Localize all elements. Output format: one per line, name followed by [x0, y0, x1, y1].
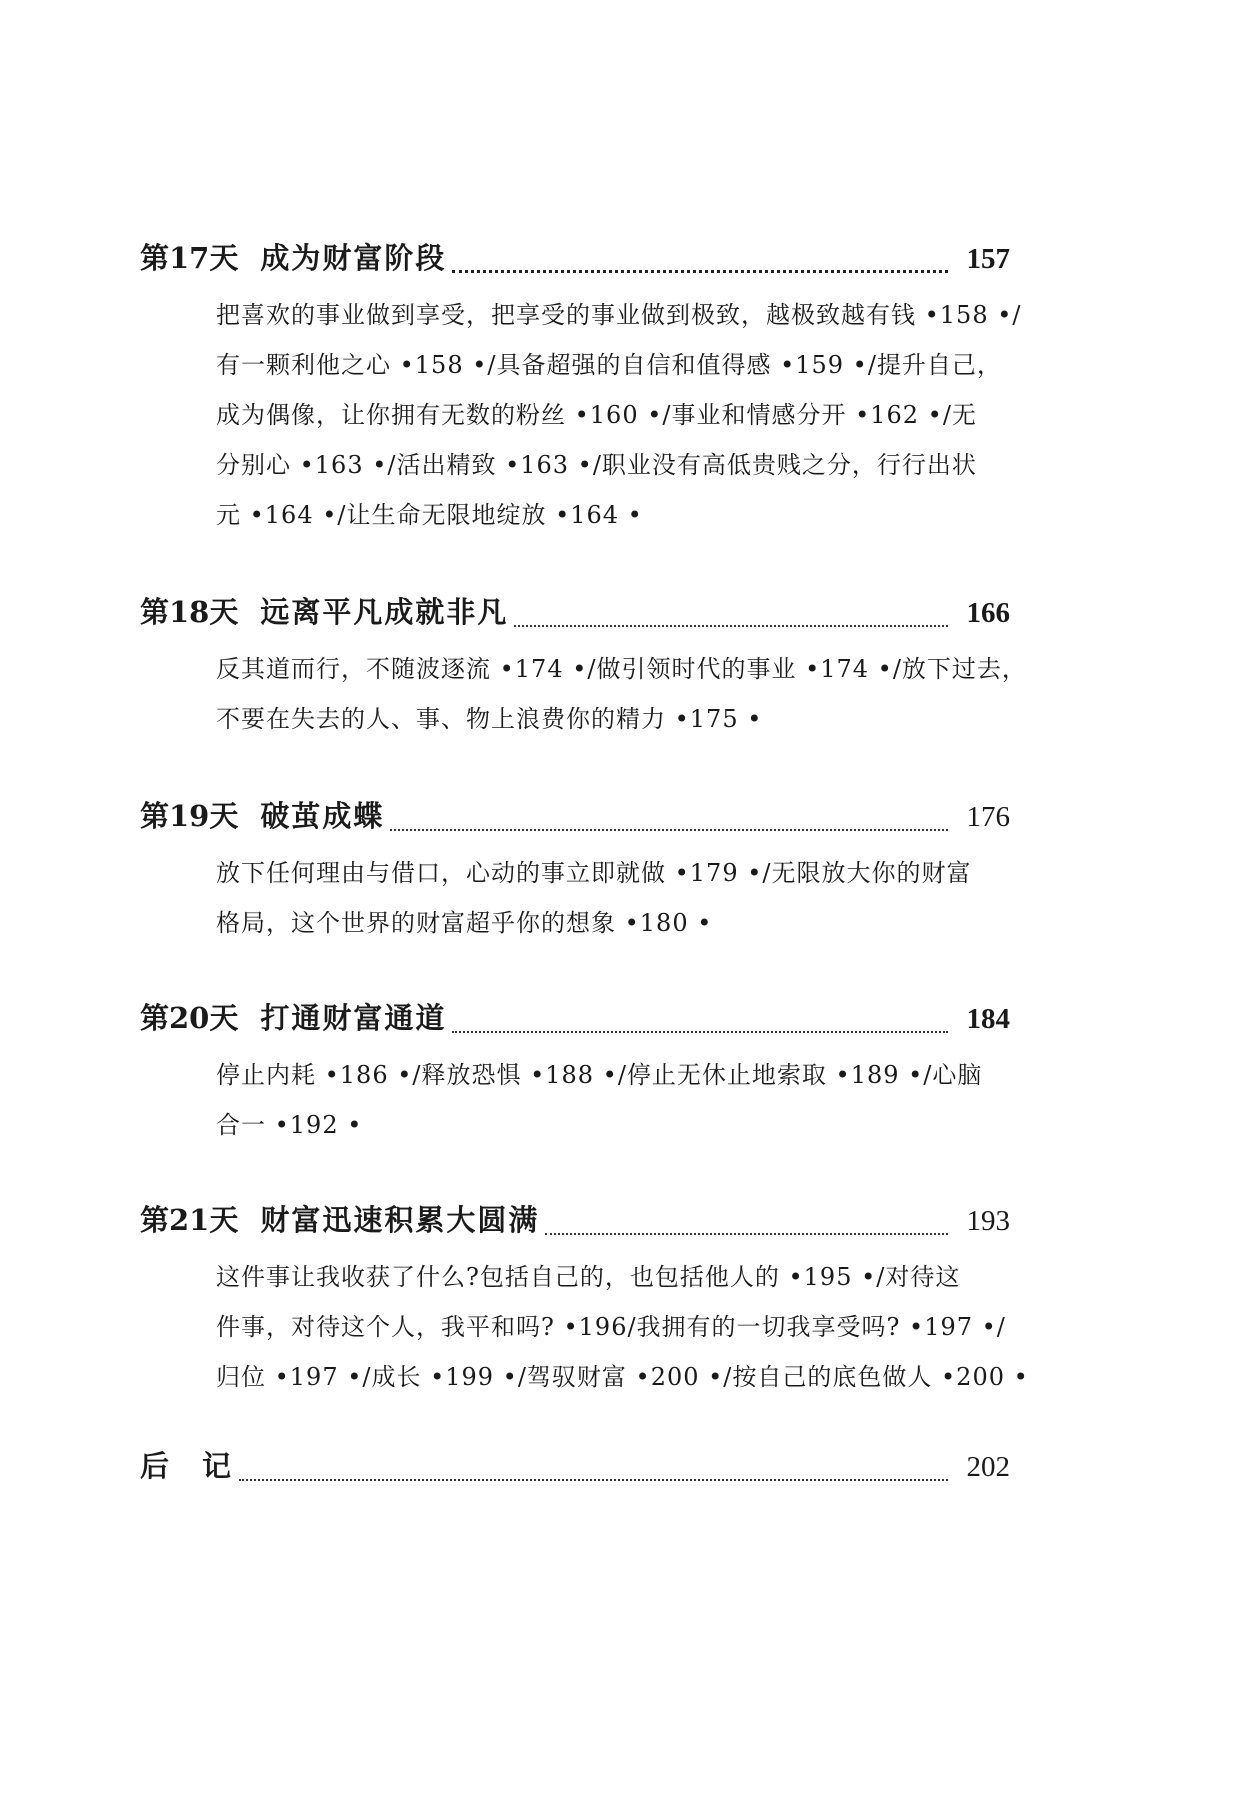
subtopic-line: 合一 •192 • [216, 1111, 363, 1139]
afterword-page-number: 202 [966, 1451, 1010, 1483]
dot-leader [452, 1031, 948, 1033]
toc-entry-afterword[interactable] [140, 1444, 1020, 1488]
chapter-day: 第20天 [140, 1001, 239, 1035]
subtopic-line: 把喜欢的事业做到享受，把享受的事业做到极致，越极致越有钱 •158 •/ [216, 301, 1022, 329]
dot-leader [390, 829, 948, 831]
dot-leader [514, 625, 948, 627]
dot-leader [452, 270, 948, 273]
chapter-heading [140, 590, 1020, 634]
subtopic-line: 不要在失去的人、事、物上浪费你的精力 •175 • [216, 705, 763, 733]
toc-entry-day-19[interactable] [140, 794, 1020, 948]
chapter-heading [140, 794, 1020, 838]
subtopic-line: 这件事让我收获了什么?包括自己的，也包括他人的 •195 •/对待这 [216, 1263, 961, 1291]
chapter-title: 财富迅速积累大圆满 [260, 1203, 540, 1237]
toc-entry-day-21[interactable] [140, 1198, 1029, 1402]
subtopic-line: 件事，对待这个人，我平和吗? •196/我拥有的一切我享受吗? •197 •/ [216, 1313, 1006, 1341]
subtopic-line: 元 •164 •/让生命无限地绽放 •164 • [216, 501, 643, 529]
subtopic-line: 有一颗利他之心 •158 •/具备超强的自信和值得感 •159 •/提升自己， [216, 351, 1002, 379]
afterword-title: 后 记 [140, 1449, 234, 1483]
toc-entry-day-20[interactable] [140, 996, 1020, 1150]
chapter-page-number: 166 [966, 597, 1010, 629]
chapter-page-number: 193 [966, 1205, 1010, 1237]
chapter-page-number: 184 [966, 1003, 1010, 1035]
subtopic-line: 成为偶像，让你拥有无数的粉丝 •160 •/事业和情感分开 •162 •/无 [216, 401, 977, 429]
chapter-subtopics [216, 1252, 1036, 1402]
chapter-heading [140, 996, 1020, 1040]
chapter-title: 远离平凡成就非凡 [260, 595, 509, 629]
subtopic-line: 格局，这个世界的财富超乎你的想象 •180 • [216, 909, 713, 937]
subtopic-line: 归位 •197 •/成长 •199 •/驾驭财富 •200 •/按自己的底色做人 •200 • [216, 1363, 1029, 1391]
chapter-day: 第17天 [140, 241, 239, 275]
chapter-subtopics [216, 290, 1036, 540]
chapter-page-number: 176 [966, 801, 1010, 833]
chapter-subtopics [216, 644, 1036, 744]
chapter-title: 破茧成蝶 [260, 799, 385, 833]
dot-leader [545, 1233, 948, 1235]
subtopic-line: 停止内耗 •186 •/释放恐惧 •188 •/停止无休止地索取 •189 •/心脑 [216, 1061, 983, 1089]
chapter-title: 打通财富通道 [260, 1001, 447, 1035]
chapter-subtopics [216, 848, 1036, 948]
dot-leader [239, 1479, 948, 1481]
chapter-title: 成为财富阶段 [260, 241, 447, 275]
chapter-day: 第21天 [140, 1203, 239, 1237]
subtopic-line: 反其道而行，不随波逐流 •174 •/做引领时代的事业 •174 •/放下过去， [216, 655, 1027, 683]
toc-entry-day-18[interactable] [140, 590, 1027, 744]
chapter-day: 第18天 [140, 595, 239, 629]
chapter-subtopics [216, 1050, 1036, 1150]
chapter-page-number: 157 [966, 243, 1010, 275]
chapter-heading [140, 236, 1020, 280]
chapter-day: 第19天 [140, 799, 239, 833]
afterword-heading [140, 1444, 1020, 1488]
subtopic-line: 放下任何理由与借口，心动的事立即就做 •179 •/无限放大你的财富 [216, 859, 972, 887]
subtopic-line: 分别心 •163 •/活出精致 •163 •/职业没有高低贵贱之分，行行出状 [216, 451, 977, 479]
toc-entry-day-17[interactable] [140, 236, 1020, 540]
chapter-heading [140, 1198, 1020, 1242]
